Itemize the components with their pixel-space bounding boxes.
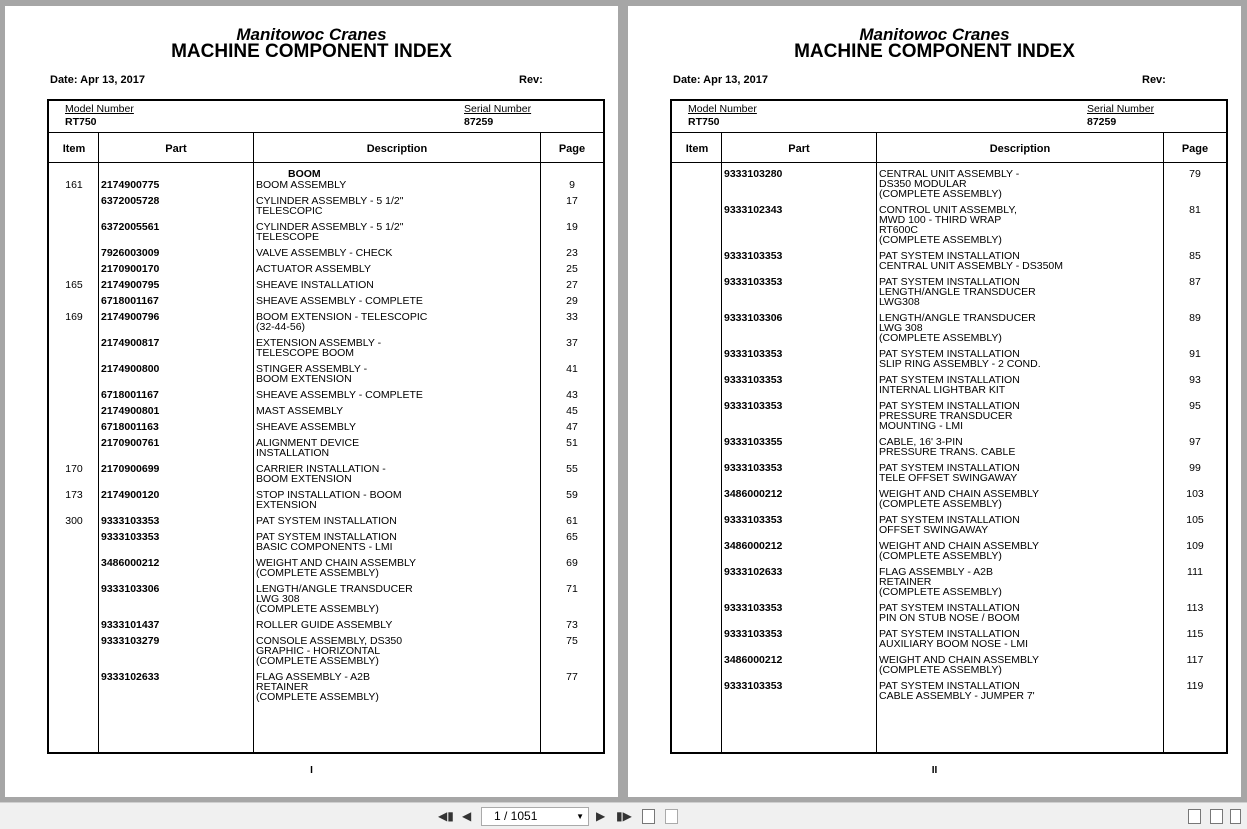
single-page-view-icon[interactable] bbox=[1188, 809, 1201, 824]
description-cell: LENGTH/ANGLE TRANSDUCER LWG 308 (COMPLETE ASSEMBLY) bbox=[879, 312, 1036, 344]
description-cell: CYLINDER ASSEMBLY - 5 1/2" TELESCOPE bbox=[256, 221, 404, 243]
part-number-cell: 6372005728 bbox=[101, 195, 160, 207]
description-cell: EXTENSION ASSEMBLY - TELESCOPE BOOM bbox=[256, 337, 382, 359]
part-number-cell: 2170900699 bbox=[101, 463, 160, 475]
section-heading: BOOM bbox=[288, 168, 321, 180]
page-cell: 85 bbox=[1189, 250, 1201, 262]
model-number-value: RT750 bbox=[688, 116, 720, 128]
page-cell: 115 bbox=[1186, 628, 1204, 640]
description-cell: CYLINDER ASSEMBLY - 5 1/2" TELESCOPIC bbox=[256, 195, 404, 217]
description-cell: BOOM EXTENSION - TELESCOPIC (32-44-56) bbox=[256, 311, 428, 333]
item-cell: 161 bbox=[65, 179, 83, 191]
column-header-description: Description bbox=[366, 143, 428, 155]
part-number-cell: 9333103353 bbox=[724, 276, 783, 288]
page-cell: 81 bbox=[1189, 204, 1201, 216]
item-cell: 173 bbox=[65, 489, 83, 501]
table-row bbox=[49, 406, 603, 422]
table-row bbox=[672, 205, 1226, 251]
description-cell: FLAG ASSEMBLY - A2B RETAINER (COMPLETE ASSEMBLY) bbox=[879, 566, 1002, 598]
description-cell: MAST ASSEMBLY bbox=[256, 405, 344, 417]
next-page-icon[interactable]: ▶ bbox=[596, 809, 606, 823]
table-row bbox=[49, 312, 603, 338]
table-row bbox=[672, 169, 1226, 205]
part-number-cell: 9333103353 bbox=[724, 680, 783, 692]
description-cell: PAT SYSTEM INSTALLATION bbox=[256, 515, 397, 527]
part-number-cell: 9333103280 bbox=[724, 168, 783, 180]
part-number-cell: 9333103355 bbox=[724, 436, 783, 448]
continuous-view-icon[interactable] bbox=[1210, 809, 1223, 824]
table-row bbox=[672, 603, 1226, 629]
description-cell: CENTRAL UNIT ASSEMBLY - DS350 MODULAR (COMPLETE ASSEMBLY) bbox=[879, 168, 1020, 200]
table-row bbox=[49, 338, 603, 364]
divider bbox=[672, 162, 1226, 163]
item-cell: 170 bbox=[65, 463, 83, 475]
description-cell: STOP INSTALLATION - BOOM EXTENSION bbox=[256, 489, 402, 511]
page-cell: 23 bbox=[566, 247, 578, 259]
table-row bbox=[672, 655, 1226, 681]
part-number-cell: 2174900795 bbox=[101, 279, 160, 291]
page-cell: 117 bbox=[1186, 654, 1204, 666]
page-indicator: 1 / 1051 bbox=[494, 809, 538, 823]
table-row bbox=[672, 277, 1226, 313]
table-row bbox=[49, 280, 603, 296]
page-cell: 71 bbox=[566, 583, 578, 595]
description-cell: WEIGHT AND CHAIN ASSEMBLY (COMPLETE ASSEMBLY) bbox=[879, 488, 1040, 510]
table-row bbox=[49, 532, 603, 558]
fit-page-icon[interactable] bbox=[642, 809, 655, 824]
item-cell: 165 bbox=[65, 279, 83, 291]
rev-label: Rev: bbox=[1142, 74, 1166, 86]
column-header-item: Item bbox=[685, 143, 709, 155]
table-row bbox=[672, 681, 1226, 707]
page-cell: 103 bbox=[1186, 488, 1204, 500]
table-row bbox=[49, 180, 603, 196]
description-cell: VALVE ASSEMBLY - CHECK bbox=[256, 247, 393, 259]
page-cell: 73 bbox=[566, 619, 578, 631]
table-row bbox=[49, 196, 603, 222]
pdf-viewer-toolbar bbox=[0, 802, 1247, 829]
column-header-page: Page bbox=[1181, 143, 1209, 155]
part-number-cell: 9333103279 bbox=[101, 635, 160, 647]
page-cell: 61 bbox=[566, 515, 578, 527]
page-cell: 27 bbox=[566, 279, 578, 291]
page-cell: 17 bbox=[566, 195, 578, 207]
description-cell: WEIGHT AND CHAIN ASSEMBLY (COMPLETE ASSEMBLY) bbox=[879, 654, 1040, 676]
table-row bbox=[49, 672, 603, 708]
part-number-cell: 9333103353 bbox=[724, 374, 783, 386]
page-title: MACHINE COMPONENT INDEX bbox=[171, 41, 452, 62]
part-number-cell: 9333102343 bbox=[724, 204, 783, 216]
description-cell: CARRIER INSTALLATION - BOOM EXTENSION bbox=[256, 463, 386, 485]
page-cell: 95 bbox=[1189, 400, 1201, 412]
table-row bbox=[49, 422, 603, 438]
part-number-cell: 2174900796 bbox=[101, 311, 160, 323]
page-cell: 89 bbox=[1189, 312, 1201, 324]
table-row bbox=[672, 463, 1226, 489]
table-rows bbox=[672, 169, 1226, 707]
page-number-select[interactable] bbox=[481, 807, 589, 826]
page-cell: 109 bbox=[1186, 540, 1204, 552]
table-row bbox=[672, 515, 1226, 541]
description-cell: PAT SYSTEM INSTALLATION AUXILIARY BOOM NOSE - LMI bbox=[879, 628, 1028, 650]
page-cell: 93 bbox=[1189, 374, 1201, 386]
description-cell: WEIGHT AND CHAIN ASSEMBLY (COMPLETE ASSEMBLY) bbox=[256, 557, 417, 579]
page-numeral: II bbox=[931, 765, 938, 776]
part-number-cell: 9333103353 bbox=[724, 250, 783, 262]
column-header-item: Item bbox=[62, 143, 86, 155]
table-row bbox=[672, 489, 1226, 515]
description-cell: ROLLER GUIDE ASSEMBLY bbox=[256, 619, 393, 631]
part-number-cell: 2174900800 bbox=[101, 363, 160, 375]
last-page-icon[interactable]: ▮▶ bbox=[616, 809, 632, 823]
first-page-icon[interactable]: ◀▮ bbox=[438, 809, 454, 823]
part-number-cell: 2174900775 bbox=[101, 179, 160, 191]
part-number-cell: 9333103353 bbox=[724, 602, 783, 614]
model-number-label: Model Number bbox=[688, 103, 757, 115]
part-number-cell: 6718001167 bbox=[101, 389, 159, 401]
table-row bbox=[672, 313, 1226, 349]
page-cell: 55 bbox=[566, 463, 578, 475]
chevron-down-icon: ▼ bbox=[576, 812, 584, 821]
part-number-cell: 3486000212 bbox=[724, 654, 783, 666]
page-cell: 59 bbox=[566, 489, 578, 501]
page-cell: 65 bbox=[566, 531, 578, 543]
table-row bbox=[672, 567, 1226, 603]
part-number-cell: 9333103306 bbox=[101, 583, 160, 595]
page-cell: 69 bbox=[566, 557, 578, 569]
part-number-cell: 3486000212 bbox=[724, 488, 783, 500]
part-number-cell: 2170900761 bbox=[101, 437, 160, 449]
part-number-cell: 9333101437 bbox=[101, 619, 160, 631]
description-cell: WEIGHT AND CHAIN ASSEMBLY (COMPLETE ASSEMBLY) bbox=[879, 540, 1040, 562]
page-cell: 9 bbox=[569, 179, 575, 191]
table-row bbox=[49, 222, 603, 248]
page-cell: 113 bbox=[1186, 602, 1204, 614]
table-row bbox=[49, 584, 603, 620]
item-cell: 169 bbox=[65, 311, 83, 323]
part-number-cell: 9333102633 bbox=[724, 566, 783, 578]
page-cell: 47 bbox=[566, 421, 578, 433]
part-number-cell: 2174900120 bbox=[101, 489, 160, 501]
description-cell: ACTUATOR ASSEMBLY bbox=[256, 263, 371, 275]
description-cell: CABLE, 16' 3-PIN PRESSURE TRANS. CABLE bbox=[879, 436, 1016, 458]
serial-number-value: 87259 bbox=[464, 116, 494, 128]
page-cell: 105 bbox=[1186, 514, 1204, 526]
table-row bbox=[49, 264, 603, 280]
page-cell: 45 bbox=[566, 405, 578, 417]
page-title: MACHINE COMPONENT INDEX bbox=[794, 41, 1075, 62]
divider bbox=[672, 132, 1226, 133]
table-row bbox=[672, 541, 1226, 567]
serial-number-label: Serial Number bbox=[464, 103, 532, 115]
table-rows bbox=[49, 169, 603, 708]
page-cell: 97 bbox=[1189, 436, 1201, 448]
date-label: Date: Apr 13, 2017 bbox=[50, 74, 145, 86]
column-header-part: Part bbox=[788, 143, 810, 155]
part-number-cell: 9333103353 bbox=[724, 400, 783, 412]
table-row bbox=[672, 401, 1226, 437]
table-row bbox=[49, 620, 603, 636]
table-row bbox=[672, 437, 1226, 463]
part-number-cell: 6718001163 bbox=[101, 421, 159, 433]
description-cell: LENGTH/ANGLE TRANSDUCER LWG 308 (COMPLETE ASSEMBLY) bbox=[256, 583, 413, 615]
table-row bbox=[49, 296, 603, 312]
part-number-cell: 2174900801 bbox=[101, 405, 160, 417]
page-cell: 37 bbox=[566, 337, 578, 349]
table-row bbox=[49, 558, 603, 584]
part-number-cell: 2170900170 bbox=[101, 263, 160, 275]
page-cell: 99 bbox=[1189, 462, 1201, 474]
table-row bbox=[49, 248, 603, 264]
description-cell: SHEAVE ASSEMBLY - COMPLETE bbox=[256, 295, 423, 307]
page-cell: 77 bbox=[566, 671, 578, 683]
description-cell: PAT SYSTEM INSTALLATION TELE OFFSET SWINGAWAY bbox=[879, 462, 1020, 484]
model-number-label: Model Number bbox=[65, 103, 134, 115]
part-number-cell: 9333103353 bbox=[101, 515, 160, 527]
description-cell: PAT SYSTEM INSTALLATION CABLE ASSEMBLY - JUMPER 7' bbox=[879, 680, 1035, 702]
item-cell: 300 bbox=[65, 515, 83, 527]
table-row bbox=[49, 516, 603, 532]
column-header-page: Page bbox=[558, 143, 586, 155]
page-numeral: I bbox=[310, 765, 313, 776]
page-cell: 111 bbox=[1187, 566, 1203, 578]
table-row bbox=[49, 390, 603, 406]
table-row bbox=[49, 438, 603, 464]
part-number-cell: 9333102633 bbox=[101, 671, 160, 683]
description-cell: PAT SYSTEM INSTALLATION PRESSURE TRANSDUCER MOUNTING - LMI bbox=[879, 400, 1020, 432]
description-cell: PAT SYSTEM INSTALLATION INTERNAL LIGHTBAR KIT bbox=[879, 374, 1020, 396]
part-number-cell: 9333103353 bbox=[724, 348, 783, 360]
column-header-description: Description bbox=[989, 143, 1051, 155]
page-cell: 19 bbox=[566, 221, 578, 233]
page-cell: 75 bbox=[566, 635, 578, 647]
part-number-cell: 9333103353 bbox=[724, 628, 783, 640]
fit-width-icon[interactable] bbox=[665, 809, 678, 824]
brand-title: Manitowoc Cranes bbox=[236, 25, 387, 44]
description-cell: FLAG ASSEMBLY - A2B RETAINER (COMPLETE ASSEMBLY) bbox=[256, 671, 379, 703]
page-cell: 119 bbox=[1186, 680, 1204, 692]
part-number-cell: 3486000212 bbox=[101, 557, 160, 569]
page-cell: 43 bbox=[566, 389, 578, 401]
description-cell: PAT SYSTEM INSTALLATION CENTRAL UNIT ASSEMBLY - DS350M bbox=[879, 250, 1064, 272]
page-cell: 91 bbox=[1189, 348, 1201, 360]
model-number-value: RT750 bbox=[65, 116, 97, 128]
table-row bbox=[672, 629, 1226, 655]
page-cell: 79 bbox=[1189, 168, 1201, 180]
description-cell: PAT SYSTEM INSTALLATION OFFSET SWINGAWAY bbox=[879, 514, 1020, 536]
table-row bbox=[672, 349, 1226, 375]
table-row bbox=[49, 636, 603, 672]
table-row bbox=[672, 251, 1226, 277]
description-cell: STINGER ASSEMBLY - BOOM EXTENSION bbox=[256, 363, 368, 385]
part-number-cell: 3486000212 bbox=[724, 540, 783, 552]
page-cell: 25 bbox=[566, 263, 578, 275]
description-cell: PAT SYSTEM INSTALLATION BASIC COMPONENTS - LMI bbox=[256, 531, 397, 553]
divider bbox=[49, 132, 603, 133]
table-row bbox=[49, 490, 603, 516]
description-cell: CONSOLE ASSEMBLY, DS350 GRAPHIC - HORIZONTAL (COMPLETE ASSEMBLY) bbox=[256, 635, 403, 667]
part-number-cell: 9333103353 bbox=[101, 531, 160, 543]
divider bbox=[49, 162, 603, 163]
date-label: Date: Apr 13, 2017 bbox=[673, 74, 768, 86]
description-cell: SHEAVE ASSEMBLY bbox=[256, 421, 356, 433]
description-cell: PAT SYSTEM INSTALLATION LENGTH/ANGLE TRANSDUCER LWG308 bbox=[879, 276, 1036, 308]
page-cell: 33 bbox=[566, 311, 578, 323]
table-row bbox=[49, 364, 603, 390]
description-cell: PAT SYSTEM INSTALLATION PIN ON STUB NOSE / BOOM bbox=[879, 602, 1020, 624]
page-cell: 41 bbox=[566, 363, 578, 375]
facing-view-icon[interactable] bbox=[1230, 809, 1241, 824]
serial-number-value: 87259 bbox=[1087, 116, 1117, 128]
serial-number-label: Serial Number bbox=[1087, 103, 1155, 115]
part-number-cell: 7926003009 bbox=[101, 247, 160, 259]
right-document-page bbox=[628, 6, 1241, 797]
page-cell: 51 bbox=[566, 437, 578, 449]
column-header-part: Part bbox=[165, 143, 187, 155]
description-cell: SHEAVE INSTALLATION bbox=[256, 279, 374, 291]
component-table bbox=[47, 99, 605, 754]
part-number-cell: 2174900817 bbox=[101, 337, 160, 349]
table-row bbox=[49, 464, 603, 490]
page-cell: 29 bbox=[566, 295, 578, 307]
part-number-cell: 9333103306 bbox=[724, 312, 783, 324]
brand-title: Manitowoc Cranes bbox=[859, 25, 1010, 44]
description-cell: BOOM ASSEMBLY bbox=[256, 179, 347, 191]
part-number-cell: 9333103353 bbox=[724, 462, 783, 474]
page-cell: 87 bbox=[1189, 276, 1201, 288]
left-document-page bbox=[5, 6, 618, 797]
part-number-cell: 6718001167 bbox=[101, 295, 159, 307]
rev-label: Rev: bbox=[519, 74, 543, 86]
description-cell: SHEAVE ASSEMBLY - COMPLETE bbox=[256, 389, 423, 401]
description-cell: ALIGNMENT DEVICE INSTALLATION bbox=[256, 437, 360, 459]
table-row bbox=[672, 375, 1226, 401]
component-table bbox=[670, 99, 1228, 754]
part-number-cell: 9333103353 bbox=[724, 514, 783, 526]
prev-page-icon[interactable]: ◀ bbox=[462, 809, 472, 823]
description-cell: PAT SYSTEM INSTALLATION SLIP RING ASSEMBLY - 2 COND. bbox=[879, 348, 1041, 370]
part-number-cell: 6372005561 bbox=[101, 221, 160, 233]
description-cell: CONTROL UNIT ASSEMBLY, MWD 100 - THIRD WRAP RT600C (COMPLETE ASSEMBLY) bbox=[879, 204, 1017, 246]
